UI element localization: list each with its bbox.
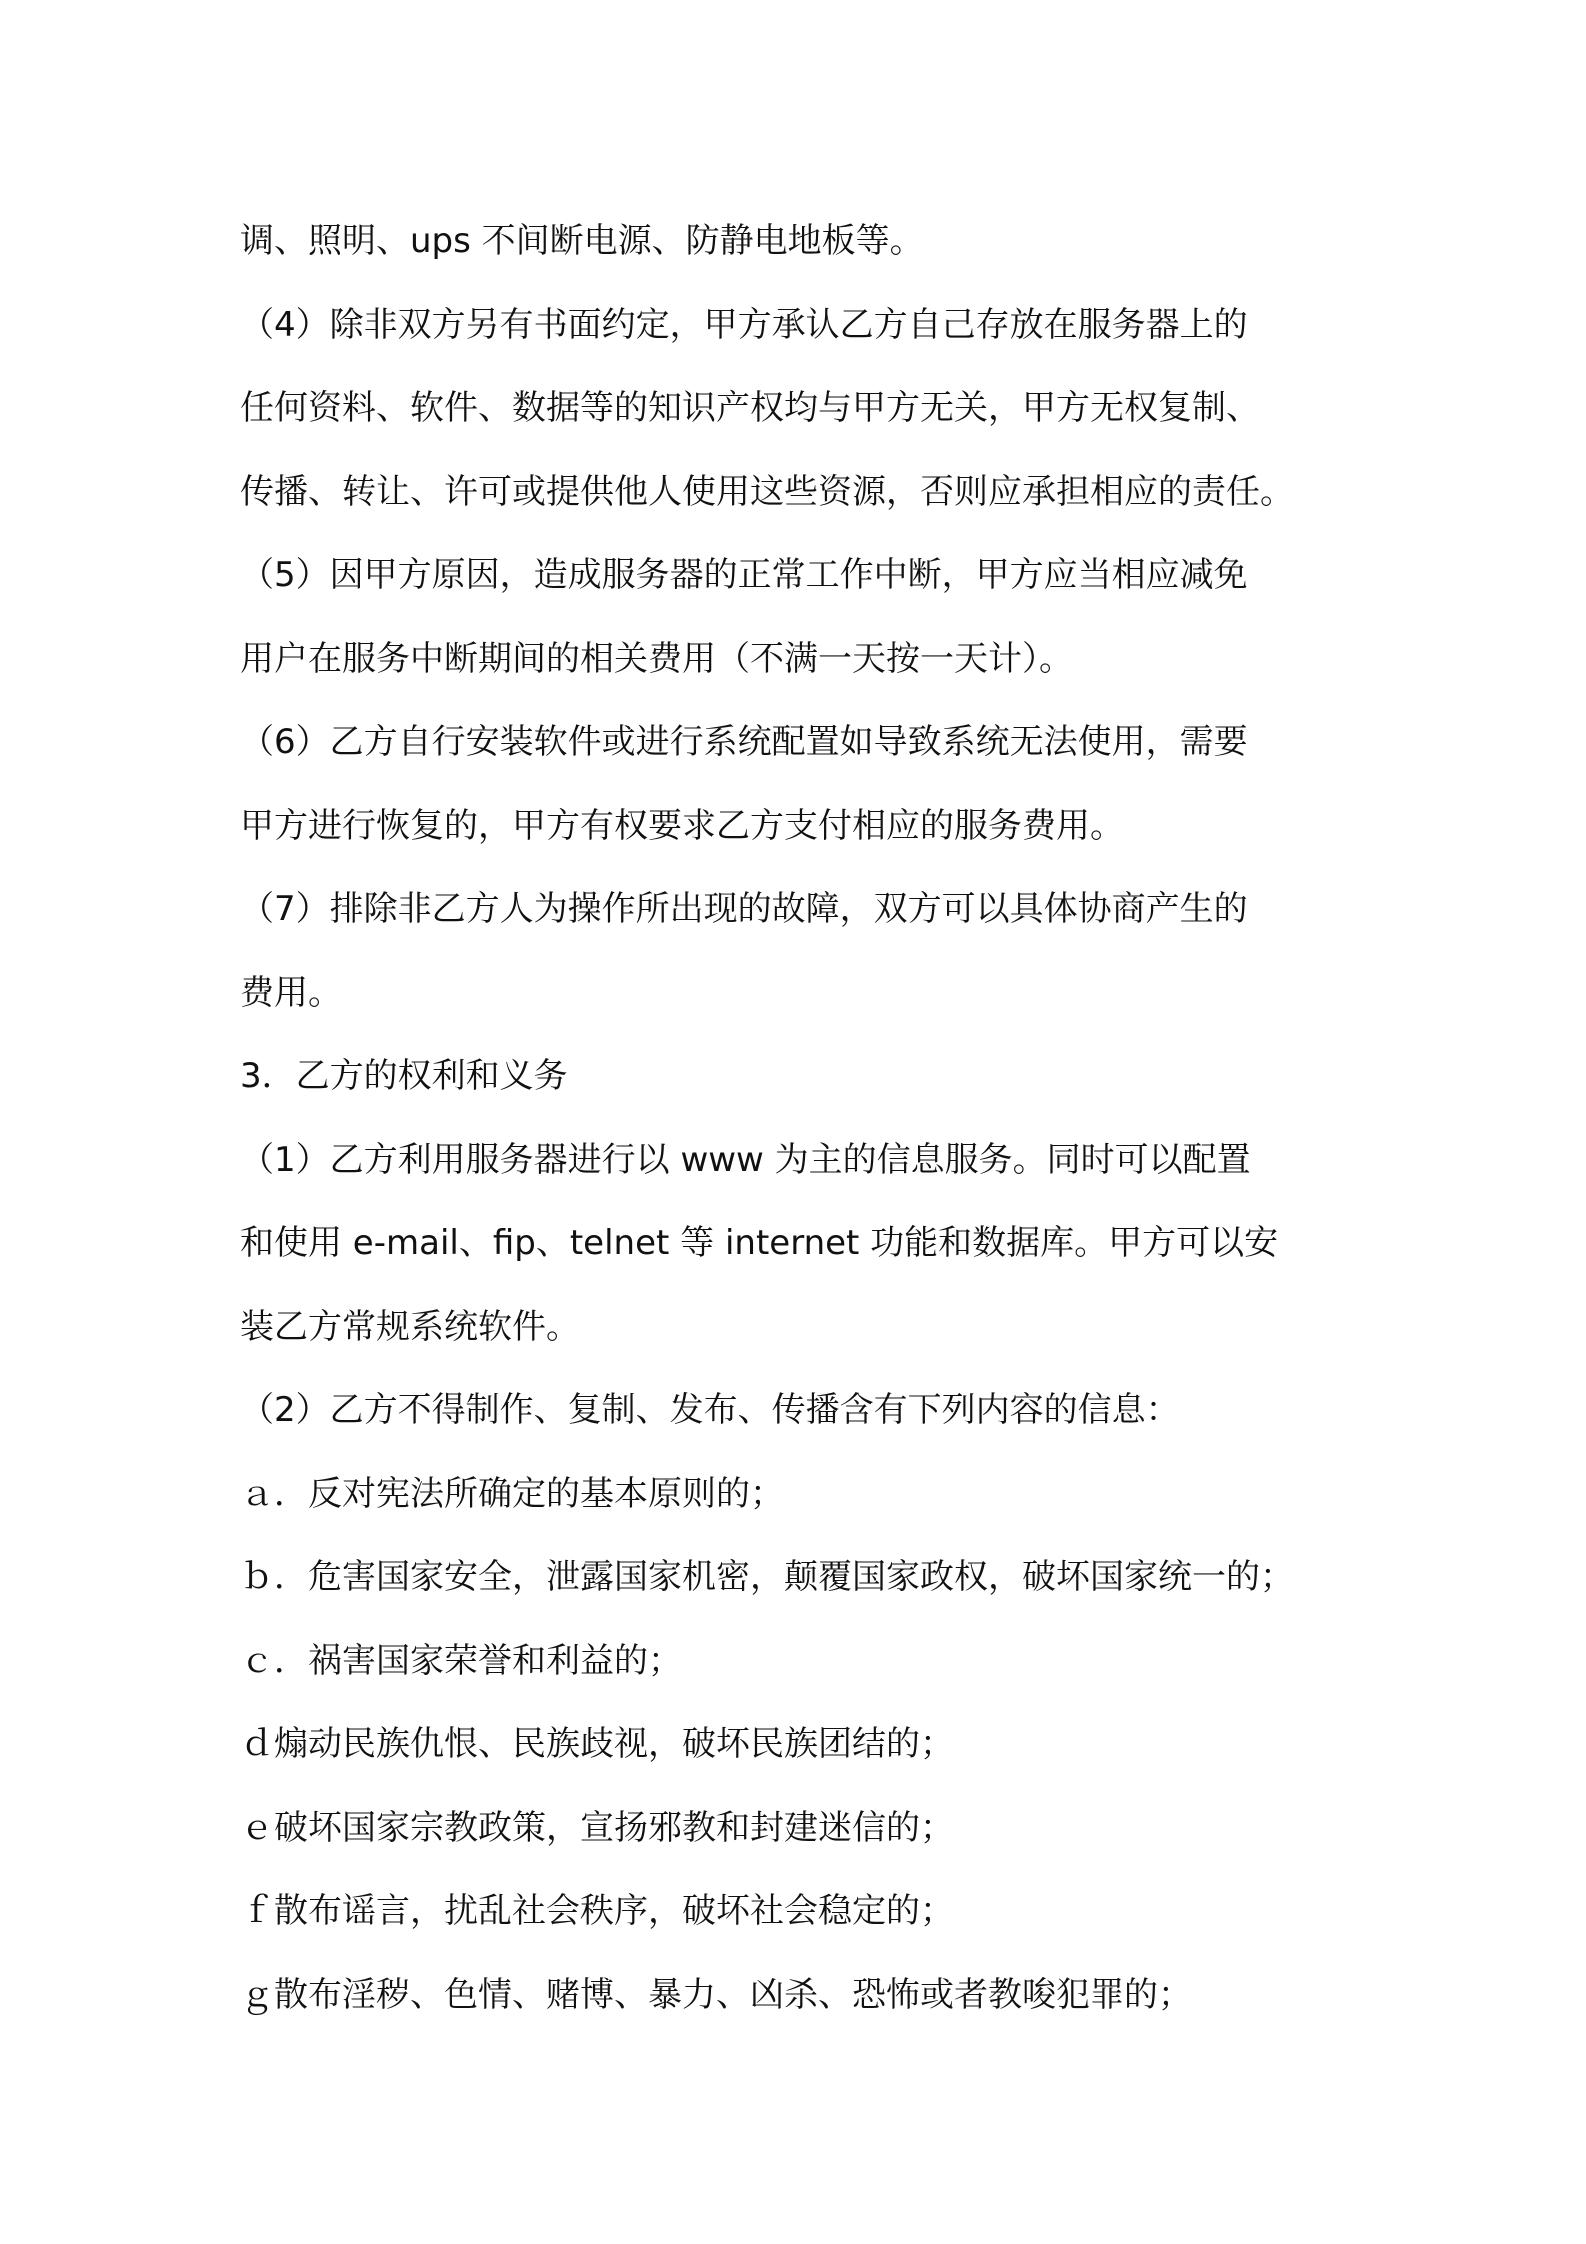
- text-line: （1）乙方利用服务器进行以 www 为主的信息服务。同时可以配置: [240, 1139, 1251, 1180]
- text-line: （7）排除非乙方人为操作所出现的故障，双方可以具体协商产生的: [240, 889, 1248, 929]
- text-line: 费用。: [240, 972, 342, 1013]
- list-item: ｇ散布淫秽、色情、赌博、暴力、凶杀、恐怖或者教唆犯罪的；: [240, 1974, 1192, 2015]
- list-item: ｃ．祸害国家荣誉和利益的；: [240, 1640, 682, 1681]
- list-item: ｅ破坏国家宗教政策，宣扬邪教和封建迷信的；: [240, 1807, 954, 1848]
- text-line: （4）除非双方另有书面约定，甲方承认乙方自己存放在服务器上的: [240, 304, 1248, 345]
- text-line: 和使用 e-mail、fip、telnet 等 internet 功能和数据库。甲方可以安: [240, 1223, 1279, 1263]
- text-line: 装乙方常规系统软件。: [240, 1306, 580, 1347]
- document-body: [240, 200, 1360, 2037]
- text-line: 用户在服务中断期间的相关费用（不满一天按一天计）。: [240, 638, 1073, 679]
- list-item: ｂ．危害国家安全，泄露国家机密，颠覆国家政权，破坏国家统一的；: [240, 1557, 1294, 1597]
- text-line: （5）因甲方原因，造成服务器的正常工作中断，甲方应当相应减免: [240, 555, 1248, 595]
- section-heading: 3．乙方的权利和义务: [240, 1056, 568, 1096]
- text-line: 任何资料、软件、数据等的知识产权均与甲方无关，甲方无权复制、: [240, 388, 1260, 428]
- text-line: 传播、转让、许可或提供他人使用这些资源，否则应承担相应的责任。: [240, 471, 1294, 512]
- list-item: ｄ煽动民族仇恨、民族歧视，破坏民族团结的；: [240, 1724, 954, 1764]
- list-item: ｆ散布谣言，扰乱社会秩序，破坏社会稳定的；: [240, 1891, 954, 1931]
- text-line: （2）乙方不得制作、复制、发布、传播含有下列内容的信息：: [240, 1390, 1180, 1430]
- text-line: 调、照明、ups 不间断电源、防静电地板等。: [240, 221, 924, 261]
- text-line: （6）乙方自行安装软件或进行系统配置如导致系统无法使用，需要: [240, 722, 1248, 762]
- list-item: ａ．反对宪法所确定的基本原则的；: [240, 1473, 784, 1514]
- text-line: 甲方进行恢复的，甲方有权要求乙方支付相应的服务费用。: [240, 805, 1124, 846]
